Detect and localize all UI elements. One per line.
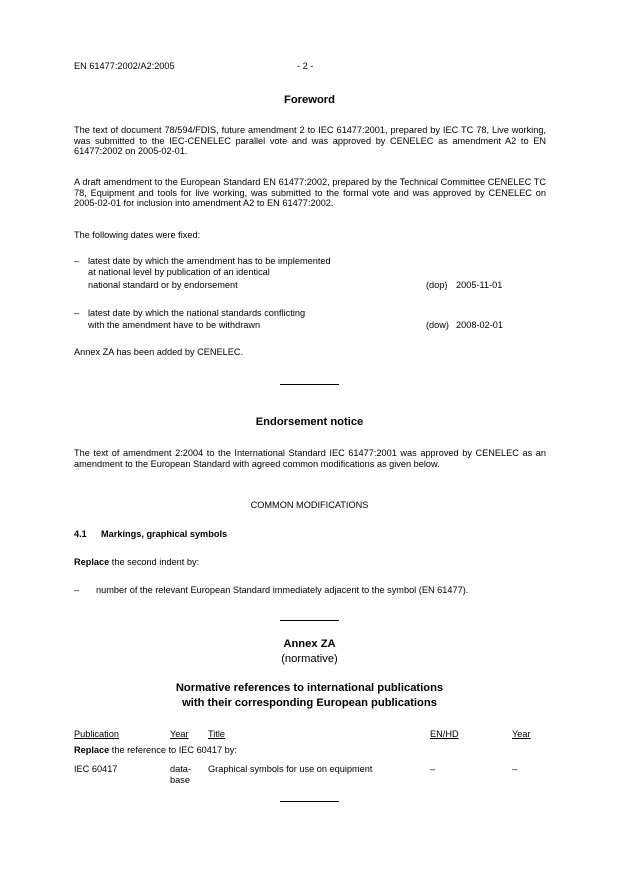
date-item-text-line: latest date by which the national standards conflicting (88, 308, 306, 318)
annex-title: Annex ZA (283, 638, 336, 650)
annex-subtitle: (normative) (281, 653, 338, 665)
foreword-paragraph-1: The text of document 78/594/FDIS, future amendment 2 to IEC 61477:2001, prepared by IEC TC 78, Live working, was submitted to the IEC-CENELEC parallel vote and was approved by CENELEC as amendment A2 to EN 61477:2002 on 2005-02-01. (74, 125, 546, 157)
endorsement-paragraph: The text of amendment 2:2004 to the International Standard IEC 61477:2001 was approved by CENELEC as an amendment to the European Standard with agreed common modifications as given below. (74, 448, 546, 469)
date-value: 2005-11-01 (456, 280, 503, 290)
replace-instruction-text: the reference to IEC 60417 by: (109, 745, 237, 755)
annex-heading-line-2: with their corresponding European publications (182, 697, 437, 709)
replace-instruction-text: the second indent by: (109, 557, 200, 567)
foreword-title: Foreword (284, 94, 335, 106)
cell-year-line-1: data- (170, 764, 191, 774)
date-value: 2008-02-01 (456, 320, 503, 330)
column-header-title: Title (208, 729, 226, 739)
annex-note: Annex ZA has been added by CENELEC. (74, 347, 244, 357)
cell-publication: IEC 60417 (74, 764, 118, 774)
dash: – (74, 585, 80, 595)
dash: – (74, 308, 80, 318)
dash: – (74, 256, 80, 266)
cell-year-2: – (512, 764, 518, 774)
separator-rule (280, 384, 339, 385)
cell-title: Graphical symbols for use on equipment (208, 764, 373, 774)
date-item-text-line: with the amendment have to be withdrawn (88, 320, 261, 330)
page-number: - 2 - (297, 61, 314, 71)
document-id: EN 61477:2002/A2:2005 (74, 61, 175, 71)
column-header-year-2: Year (512, 729, 531, 739)
date-item-text-line: at national level by publication of an identical (88, 267, 270, 277)
separator-rule (280, 620, 339, 621)
replace-keyword: Replace (74, 557, 110, 567)
column-header-year: Year (170, 729, 189, 739)
date-item-text-line: latest date by which the amendment has to be implemented (88, 256, 331, 266)
clause-title: Markings, graphical symbols (101, 529, 228, 539)
modification-bullet-text: number of the relevant European Standard immediately adjacent to the symbol (EN 61477). (96, 585, 469, 595)
date-code: (dow) (426, 320, 449, 330)
foreword-paragraph-2: A draft amendment to the European Standard EN 61477:2002, prepared by the Technical Committee CENELEC TC 78, Equipment and tools for live working, was submitted to the formal vote and was approved by CENELEC on 2005-02-01 for inclusion into amendment A2 to EN 61477:2002. (74, 177, 546, 209)
replace-instruction (74, 557, 199, 568)
separator-rule (280, 801, 339, 802)
clause-number: 4.1 (74, 529, 87, 539)
column-header-publication: Publication (74, 729, 119, 739)
replace-keyword: Replace (74, 745, 110, 755)
endorsement-title: Endorsement notice (255, 416, 364, 428)
cell-en-hd: – (430, 764, 436, 774)
date-code: (dop) (426, 280, 448, 290)
dates-intro: The following dates were fixed: (74, 230, 201, 240)
cell-year-line-2: base (170, 775, 190, 785)
annex-replace-instruction (74, 745, 237, 756)
annex-heading-line-1: Normative references to international publications (175, 682, 444, 694)
common-modifications-heading: COMMON MODIFICATIONS (250, 500, 369, 510)
date-item-text-line: national standard or by endorsement (88, 280, 238, 290)
column-header-en-hd: EN/HD (430, 729, 459, 739)
